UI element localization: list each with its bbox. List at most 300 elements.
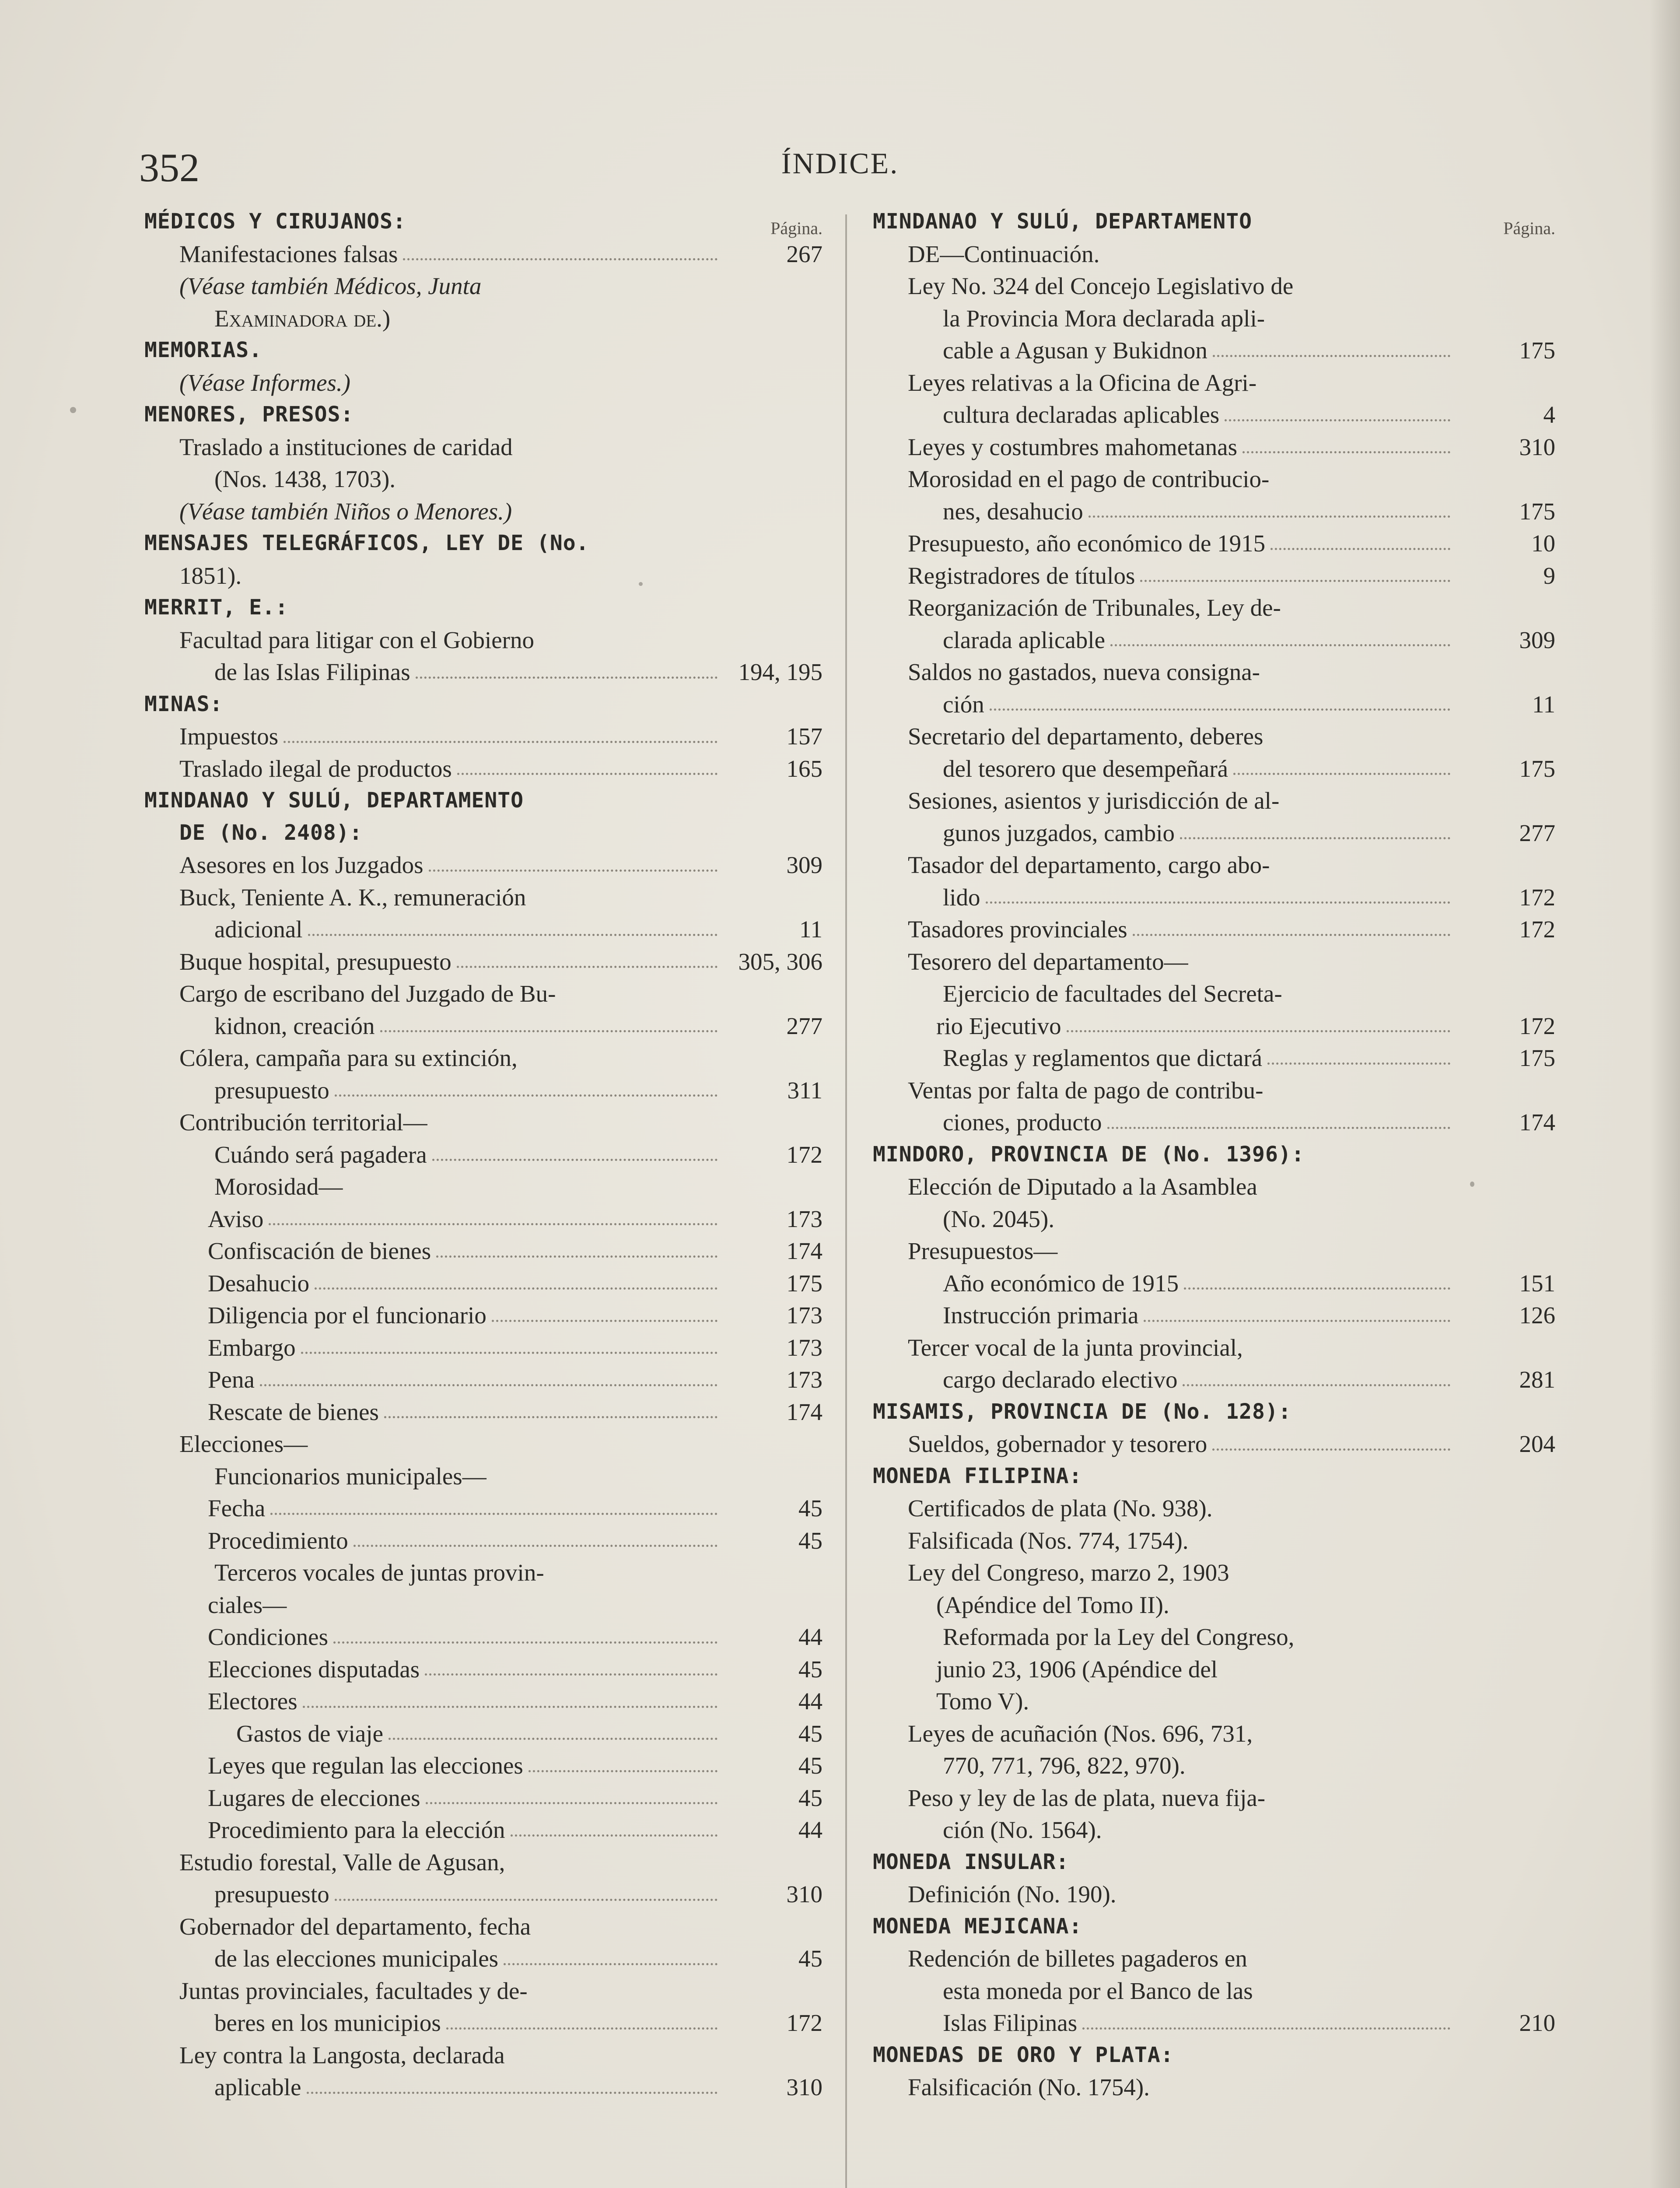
dot-leader — [303, 1685, 718, 1718]
dot-leader — [1233, 753, 1450, 785]
entry-text: Cargo de escribano del Juzgado de Bu- — [179, 980, 556, 1007]
entry-text: Leyes de acuñación (Nos. 696, 731, — [908, 1720, 1253, 1747]
entry-page-number: 175 — [1519, 755, 1555, 782]
entry-page-number: 45 — [798, 1495, 822, 1522]
entry-text: Falsificada (Nos. 774, 1754). — [908, 1527, 1189, 1554]
entry-text: Pena — [208, 1366, 255, 1393]
entry-page-number: 172 — [786, 2009, 822, 2036]
entry-page-number: 11 — [799, 916, 822, 943]
index-entry — [873, 785, 1555, 817]
dot-leader — [1144, 1299, 1450, 1332]
index-entry — [144, 1428, 822, 1460]
index-entry — [873, 913, 1555, 946]
index-entry — [144, 1718, 822, 1750]
entry-text: Impuestos — [179, 723, 279, 750]
index-entry — [873, 1074, 1555, 1107]
dot-leader — [403, 238, 718, 270]
index-entry — [873, 1106, 1555, 1139]
dot-leader — [1107, 1106, 1450, 1139]
entry-page-number: 4 — [1543, 401, 1555, 428]
entry-text: rio Ejecutivo — [936, 1012, 1061, 1039]
dot-leader — [1110, 624, 1450, 656]
dot-leader — [457, 753, 718, 785]
entry-page-number: 175 — [1519, 337, 1555, 364]
entry-text: Asesores en los Juzgados — [179, 852, 424, 878]
dot-leader — [384, 1396, 718, 1428]
entry-text: Instrucción primaria — [943, 1302, 1139, 1329]
entry-text: Saldos no gastados, nueva consigna- — [908, 659, 1260, 685]
entry-text: Tomo V). — [936, 1688, 1029, 1715]
dot-leader — [380, 1010, 718, 1042]
index-entry — [144, 1396, 822, 1428]
index-entry — [873, 2071, 1555, 2104]
entry-text: Procedimiento para la elección — [208, 1816, 505, 1843]
entry-page-number: 194, 195 — [738, 659, 822, 685]
entry-text: MISAMIS, PROVINCIA DE (No. 128): — [873, 1399, 1292, 1424]
index-entry — [144, 1653, 822, 1686]
entry-text: Presupuestos— — [908, 1238, 1058, 1264]
entry-page-number: 173 — [786, 1302, 822, 1329]
entry-page-number: 45 — [798, 1655, 822, 1683]
entry-text: MINDORO, PROVINCIA DE (No. 1396): — [873, 1142, 1305, 1167]
entry-page-number: 310 — [786, 2074, 822, 2100]
index-entry — [144, 1171, 822, 1203]
index-entry — [144, 1621, 822, 1653]
entry-text: ción — [943, 691, 984, 718]
entry-text: Estudio forestal, Valle de Agusan, — [179, 1848, 505, 1876]
index-entry — [873, 688, 1555, 721]
dot-leader — [528, 1750, 718, 1782]
index-entry — [144, 1750, 822, 1782]
index-heading — [144, 592, 822, 624]
entry-text: Tercer vocal de la junta provincial, — [908, 1334, 1243, 1361]
index-entry — [144, 1010, 822, 1042]
entry-text: Elecciones— — [179, 1431, 308, 1457]
entry-text: MONEDA FILIPINA: — [873, 1463, 1082, 1488]
index-entry — [144, 1235, 822, 1267]
index-entry — [873, 656, 1555, 688]
index-entry — [873, 1010, 1555, 1042]
entry-text: kidnon, creación — [214, 1012, 375, 1039]
entry-page-number: 172 — [1519, 884, 1555, 911]
index-entry — [873, 1299, 1555, 1332]
index-entry — [873, 431, 1555, 463]
index-heading — [873, 2039, 1555, 2072]
index-entry — [873, 946, 1555, 978]
dot-leader — [308, 913, 718, 946]
entry-text: Electores — [208, 1688, 298, 1715]
index-entry — [144, 1782, 822, 1814]
index-heading — [144, 206, 822, 238]
entry-text: Elección de Diputado a la Asamblea — [908, 1173, 1257, 1200]
dot-leader — [388, 1718, 718, 1750]
index-heading — [144, 334, 822, 367]
entry-text: Reglas y reglamentos que dictará — [943, 1045, 1263, 1071]
index-entry — [144, 1975, 822, 2007]
index-entry — [144, 978, 822, 1010]
entry-page-number: 175 — [1519, 1045, 1555, 1071]
entry-page-number: 157 — [786, 723, 822, 750]
dot-leader — [307, 2071, 718, 2104]
entry-text: Ley contra la Langosta, declarada — [179, 2041, 505, 2069]
index-entry — [144, 270, 822, 302]
entry-page-number: 173 — [786, 1366, 822, 1393]
dot-leader — [1133, 913, 1450, 946]
entry-text: Terceros vocales de juntas provin- — [214, 1559, 544, 1586]
dot-leader — [492, 1299, 718, 1332]
entry-page-number: 11 — [1532, 691, 1555, 718]
dot-leader — [1183, 1364, 1450, 1396]
entry-text: Gastos de viaje — [236, 1720, 384, 1747]
entry-text: (Véase también Médicos, Junta — [179, 273, 482, 299]
index-heading — [144, 817, 822, 849]
index-entry — [144, 1106, 822, 1139]
index-entry — [873, 1782, 1555, 1814]
dot-leader — [333, 1621, 718, 1653]
index-entry — [144, 1299, 822, 1332]
entry-text: MONEDAS DE ORO Y PLATA: — [873, 2042, 1174, 2067]
index-entry — [873, 1525, 1555, 1557]
dot-leader — [1212, 1428, 1450, 1460]
entry-page-number: 10 — [1531, 530, 1555, 557]
entry-text: Buque hospital, presupuesto — [179, 948, 452, 975]
entry-text: esta moneda por el Banco de las — [943, 1977, 1253, 2004]
index-entry — [144, 1460, 822, 1493]
index-entry — [144, 560, 822, 592]
entry-text: Leyes y costumbres mahometanas — [908, 433, 1237, 460]
index-entry — [144, 1364, 822, 1396]
index-entry — [873, 720, 1555, 753]
entry-text: Cuándo será pagadera — [214, 1141, 427, 1168]
index-entry — [873, 527, 1555, 560]
index-entry — [873, 1814, 1555, 1846]
entry-text: Ley No. 324 del Concejo Legislativo de — [908, 273, 1294, 299]
entry-text: ciales— — [208, 1591, 287, 1618]
dot-leader — [284, 720, 718, 753]
entry-text: adicional — [214, 916, 303, 943]
page-column-label: Página. — [770, 218, 822, 238]
dot-leader — [416, 656, 718, 688]
entry-page-number: 172 — [1519, 1012, 1555, 1039]
index-entry — [873, 334, 1555, 367]
entry-text: Tesorero del departamento— — [908, 948, 1188, 975]
entry-text: ciones, producto — [943, 1109, 1102, 1136]
entry-text: Definición (No. 190). — [908, 1881, 1116, 1907]
dot-leader — [426, 1782, 718, 1814]
entry-text: Redención de billetes pagaderos en — [908, 1945, 1247, 1972]
index-entry — [144, 1589, 822, 1621]
entry-text: Traslado ilegal de productos — [179, 755, 452, 782]
index-entry — [144, 1814, 822, 1846]
entry-text: Cólera, campaña para su extinción, — [179, 1045, 518, 1071]
entry-text: Ventas por falta de pago de contribu- — [908, 1076, 1264, 1104]
entry-page-number: 151 — [1519, 1269, 1555, 1297]
entry-text: Confiscación de bienes — [208, 1238, 431, 1264]
entry-text: la Provincia Mora declarada apli- — [943, 305, 1265, 332]
index-entry — [873, 1428, 1555, 1460]
index-entry — [144, 495, 822, 528]
index-entry — [144, 656, 822, 688]
index-entry — [144, 881, 822, 914]
entry-text: MENORES, PRESOS: — [144, 402, 354, 427]
index-entry — [873, 560, 1555, 592]
entry-text: (Véase también Niños o Menores.) — [179, 498, 512, 525]
entry-text: de las Islas Filipinas — [214, 659, 410, 685]
index-entry — [873, 1975, 1555, 2007]
entry-text: Facultad para litigar con el Gobierno — [179, 626, 534, 653]
index-entry — [873, 238, 1555, 270]
index-heading — [873, 1911, 1555, 1943]
index-entry — [144, 624, 822, 656]
entry-text: Juntas provinciales, facultades y de- — [179, 1977, 528, 2004]
dot-leader — [986, 881, 1450, 914]
entry-text: gunos juzgados, cambio — [943, 819, 1175, 846]
index-entry — [144, 1911, 822, 1943]
entry-text: clarada aplicable — [943, 626, 1105, 653]
entry-page-number: 174 — [786, 1398, 822, 1425]
entry-page-number: 281 — [1519, 1366, 1555, 1393]
entry-text: Contribución territorial— — [179, 1109, 427, 1136]
entry-text: nes, desahucio — [943, 498, 1083, 525]
entry-text: Aviso — [208, 1205, 264, 1232]
index-entry — [144, 913, 822, 946]
entry-text: cargo declarado electivo — [943, 1366, 1178, 1393]
index-entry — [144, 2071, 822, 2104]
entry-page-number: 175 — [1519, 498, 1555, 525]
dot-leader — [511, 1814, 718, 1846]
entry-text: Leyes que regulan las elecciones — [208, 1752, 523, 1779]
entry-text: Rescate de bienes — [208, 1398, 379, 1425]
index-entry — [873, 1589, 1555, 1621]
entry-text: (Apéndice del Tomo II). — [936, 1591, 1169, 1618]
dot-leader — [1082, 2007, 1450, 2039]
index-entry — [873, 1718, 1555, 1750]
entry-page-number: 173 — [786, 1205, 822, 1232]
entry-text: Morosidad— — [214, 1173, 343, 1200]
entry-text: Tasadores provinciales — [908, 916, 1127, 943]
index-entry — [144, 1042, 822, 1074]
entry-page-number: 174 — [1519, 1109, 1555, 1136]
dot-leader — [1270, 527, 1450, 560]
entry-text: MEMORIAS. — [144, 338, 262, 362]
page-edge-shadow — [1649, 0, 1680, 2188]
right-index-column — [873, 206, 1555, 2188]
entry-text: MONEDA MEJICANA: — [873, 1914, 1082, 1939]
dot-leader — [1225, 399, 1450, 431]
entry-page-number: 310 — [786, 1881, 822, 1907]
entry-page-number: 277 — [1519, 819, 1555, 846]
paper-speck — [70, 407, 76, 413]
dot-leader — [436, 1235, 718, 1267]
entry-text: MINDANAO Y SULÚ, DEPARTAMENTO — [873, 209, 1253, 234]
entry-text: Morosidad en el pago de contribucio- — [908, 466, 1270, 492]
entry-page-number: 173 — [786, 1334, 822, 1361]
dot-leader — [335, 1074, 718, 1107]
entry-page-number: 45 — [798, 1784, 822, 1811]
entry-page-number: 44 — [798, 1688, 822, 1715]
entry-text: de las elecciones municipales — [214, 1945, 499, 1972]
entry-text: Examinadora de.) — [214, 305, 391, 332]
index-entry — [873, 881, 1555, 914]
index-entry — [873, 1042, 1555, 1074]
index-entry — [873, 1235, 1555, 1267]
entry-text: Reorganización de Tribunales, Ley de- — [908, 594, 1281, 621]
index-entry — [873, 753, 1555, 785]
entry-text: MENSAJES TELEGRÁFICOS, LEY DE (No. — [144, 531, 589, 555]
index-entry — [144, 849, 822, 881]
index-entry — [144, 2039, 822, 2072]
entry-text: Tasador del departamento, cargo abo- — [908, 852, 1270, 878]
index-heading — [873, 1460, 1555, 1493]
dot-leader — [269, 1203, 718, 1235]
dot-leader — [432, 1139, 718, 1171]
index-entry — [144, 1846, 822, 1879]
left-index-column — [144, 206, 822, 2188]
index-entry — [873, 1364, 1555, 1396]
dot-leader — [354, 1525, 718, 1557]
index-entry — [144, 946, 822, 978]
paper-speck — [1470, 1182, 1474, 1187]
entry-text: Registradores de títulos — [908, 562, 1135, 589]
entry-text: Año económico de 1915 — [943, 1269, 1179, 1297]
entry-page-number: 311 — [787, 1076, 822, 1104]
entry-text: (No. 2045). — [943, 1205, 1055, 1232]
entry-page-number: 310 — [1519, 433, 1555, 460]
index-entry — [144, 1685, 822, 1718]
entry-text: cultura declaradas aplicables — [943, 401, 1220, 428]
index-heading — [144, 399, 822, 431]
entry-text: Embargo — [208, 1334, 296, 1361]
index-entry — [873, 1685, 1555, 1718]
entry-text: (Véase Informes.) — [179, 369, 350, 396]
index-entry — [873, 978, 1555, 1010]
index-entry — [873, 592, 1555, 624]
entry-page-number: 45 — [798, 1945, 822, 1972]
index-heading — [873, 1396, 1555, 1428]
entry-text: Elecciones disputadas — [208, 1655, 420, 1683]
index-entry — [144, 753, 822, 785]
dot-leader — [1088, 495, 1450, 528]
entry-text: cable a Agusan y Bukidnon — [943, 337, 1208, 364]
index-heading — [144, 785, 822, 817]
entry-text: beres en los municipios — [214, 2009, 441, 2036]
index-entry — [873, 1943, 1555, 1975]
index-heading — [873, 1139, 1555, 1171]
entry-text: Funcionarios municipales— — [214, 1462, 486, 1490]
entry-text: Leyes relativas a la Oficina de Agri- — [908, 369, 1257, 396]
entry-page-number: 45 — [798, 1752, 822, 1779]
index-heading — [873, 1846, 1555, 1879]
entry-text: MERRIT, E.: — [144, 595, 288, 620]
index-entry — [873, 495, 1555, 528]
index-entry — [144, 238, 822, 270]
entry-page-number: 172 — [786, 1141, 822, 1168]
index-entry — [873, 1171, 1555, 1203]
index-heading — [144, 688, 822, 721]
entry-page-number: 44 — [798, 1623, 822, 1650]
paper-speck — [639, 582, 643, 586]
index-entry — [873, 399, 1555, 431]
entry-text: Sesiones, asientos y jurisdicción de al- — [908, 787, 1280, 814]
entry-text: (Nos. 1438, 1703). — [214, 466, 396, 492]
index-entry — [144, 720, 822, 753]
index-entry — [873, 1557, 1555, 1589]
index-entry — [873, 1653, 1555, 1686]
entry-text: Islas Filipinas — [943, 2009, 1078, 2036]
dot-leader — [315, 1267, 718, 1300]
entry-text: del tesorero que desempeñará — [943, 755, 1228, 782]
dot-leader — [1213, 334, 1450, 367]
entry-text: ción (No. 1564). — [943, 1816, 1102, 1843]
entry-text: lido — [943, 884, 980, 911]
entry-page-number: 309 — [786, 852, 822, 878]
dot-leader — [425, 1653, 718, 1686]
entry-text: Sueldos, gobernador y tesorero — [908, 1431, 1208, 1457]
entry-page-number: 9 — [1543, 562, 1555, 589]
entry-page-number: 210 — [1519, 2009, 1555, 2036]
index-entry — [144, 1525, 822, 1557]
entry-text: presupuesto — [214, 1076, 329, 1104]
index-entry — [144, 1492, 822, 1525]
entry-text: Traslado a instituciones de caridad — [179, 433, 513, 460]
index-entry — [873, 1203, 1555, 1235]
entry-text: Buck, Teniente A. K., remuneración — [179, 884, 526, 911]
entry-page-number: 126 — [1519, 1302, 1555, 1329]
index-entry — [144, 1557, 822, 1589]
entry-text: Diligencia por el funcionario — [208, 1302, 486, 1329]
entry-page-number: 175 — [786, 1269, 822, 1297]
index-entry — [873, 1492, 1555, 1525]
entry-text: Ley del Congreso, marzo 2, 1903 — [908, 1559, 1229, 1586]
entry-page-number: 45 — [798, 1527, 822, 1554]
entry-text: aplicable — [214, 2074, 301, 2100]
index-entry — [144, 1139, 822, 1171]
entry-page-number: 305, 306 — [738, 948, 822, 975]
dot-leader — [301, 1332, 718, 1364]
entry-page-number: 165 — [786, 755, 822, 782]
entry-text: Fecha — [208, 1495, 266, 1522]
entry-text: Desahucio — [208, 1269, 310, 1297]
index-heading — [873, 206, 1555, 238]
entry-text: Lugares de elecciones — [208, 1784, 420, 1811]
dot-leader — [504, 1943, 718, 1975]
dot-leader — [335, 1878, 718, 1911]
dot-leader — [1180, 817, 1450, 849]
dot-leader — [270, 1492, 718, 1525]
entry-page-number: 174 — [786, 1238, 822, 1264]
page-number: 352 — [139, 145, 200, 190]
entry-text: Procedimiento — [208, 1527, 348, 1554]
entry-page-number: 267 — [786, 240, 822, 267]
entry-text: Secretario del departamento, deberes — [908, 723, 1264, 750]
index-entry — [873, 463, 1555, 495]
page-title: ÍNDICE. — [781, 147, 899, 180]
entry-text: MONEDA INSULAR: — [873, 1849, 1069, 1874]
entry-text: 1851). — [179, 562, 242, 589]
index-entry — [873, 1621, 1555, 1653]
index-entry — [144, 302, 822, 335]
index-entry — [873, 1332, 1555, 1364]
entry-text: Ejercicio de facultades del Secreta- — [943, 980, 1282, 1007]
entry-text: MINDANAO Y SULÚ, DEPARTAMENTO — [144, 788, 524, 813]
entry-page-number: 44 — [798, 1816, 822, 1843]
index-entry — [144, 1332, 822, 1364]
entry-text: Certificados de plata (No. 938). — [908, 1495, 1213, 1522]
dot-leader — [429, 849, 718, 881]
dot-leader — [1140, 560, 1450, 592]
index-entry — [144, 431, 822, 463]
index-entry — [873, 1267, 1555, 1300]
